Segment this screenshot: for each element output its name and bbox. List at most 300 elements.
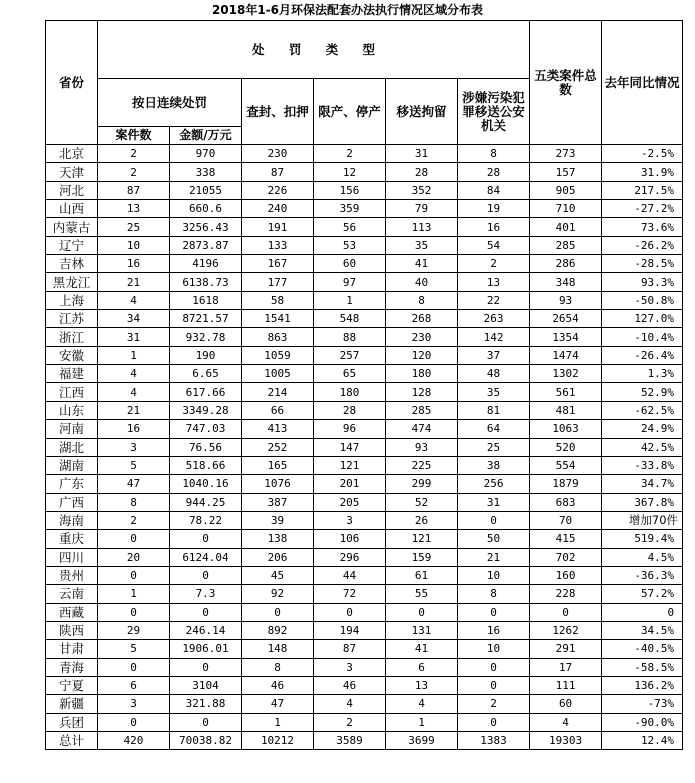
table-row [46,346,683,364]
cell-criminal-transfer: 0 [458,603,530,621]
header-case-count: 案件数 [98,127,170,145]
cell-criminal-transfer: 0 [458,658,530,676]
table-row [46,640,683,658]
cell-province: 云南 [46,585,98,603]
cell-province: 江西 [46,383,98,401]
cell-criminal-transfer: 28 [458,163,530,181]
table-row [46,218,683,236]
cell-total: 291 [530,640,602,658]
header-daily-penalty: 按日连续处罚 [98,79,242,127]
cell-yoy: 4.5% [602,548,683,566]
cell-criminal-transfer: 84 [458,181,530,199]
cell-detention: 159 [386,548,458,566]
cell-total: 228 [530,585,602,603]
table-row [46,438,683,456]
cell-seize: 1076 [242,475,314,493]
cell-detention: 35 [386,236,458,254]
cell-case-count: 16 [98,255,170,273]
table-row [46,493,683,511]
cell-amount: 8721.57 [170,310,242,328]
header-penalty-type: 处 罚 类 型 [98,21,530,79]
cell-total: 286 [530,255,602,273]
cell-total: 683 [530,493,602,511]
cell-seize: 863 [242,328,314,346]
cell-limit-stop: 156 [314,181,386,199]
cell-criminal-transfer: 16 [458,621,530,639]
cell-criminal-transfer: 16 [458,218,530,236]
cell-amount: 4196 [170,255,242,273]
cell-seize: 413 [242,420,314,438]
cell-amount: 6138.73 [170,273,242,291]
cell-case-count: 8 [98,493,170,511]
cell-province: 四川 [46,548,98,566]
cell-detention: 474 [386,420,458,438]
cell-detention: 131 [386,621,458,639]
cell-criminal-transfer: 263 [458,310,530,328]
cell-amount: 932.78 [170,328,242,346]
cell-detention: 299 [386,475,458,493]
cell-amount: 0 [170,658,242,676]
cell-total: 401 [530,218,602,236]
cell-seize: 252 [242,438,314,456]
cell-seize: 87 [242,163,314,181]
cell-yoy: -27.2% [602,200,683,218]
cell-limit-stop: 194 [314,621,386,639]
cell-criminal-transfer: 50 [458,530,530,548]
header-criminal-transfer: 涉嫌污染犯罪移送公安机关 [458,79,530,145]
table-row [46,328,683,346]
cell-yoy: -90.0% [602,713,683,731]
cell-total: 70 [530,511,602,529]
table-row [46,145,683,163]
cell-case-count: 0 [98,530,170,548]
cell-limit-stop: 205 [314,493,386,511]
cell-limit-stop: 201 [314,475,386,493]
cell-case-count: 6 [98,676,170,694]
cell-limit-stop: 2 [314,145,386,163]
cell-detention: 128 [386,383,458,401]
cell-detention: 79 [386,200,458,218]
cell-province: 湖南 [46,456,98,474]
cell-detention: 121 [386,530,458,548]
cell-yoy: 93.3% [602,273,683,291]
table-row [46,475,683,493]
cell-seize: 165 [242,456,314,474]
cell-limit-stop: 106 [314,530,386,548]
cell-total: 273 [530,145,602,163]
cell-province: 河北 [46,181,98,199]
cell-seize: 230 [242,145,314,163]
table-row [46,695,683,713]
cell-seize: 138 [242,530,314,548]
cell-seize: 1541 [242,310,314,328]
cell-criminal-transfer: 13 [458,273,530,291]
cell-limit-stop: 3589 [314,732,386,750]
cell-province: 广东 [46,475,98,493]
cell-amount: 0 [170,603,242,621]
cell-yoy: 73.6% [602,218,683,236]
cell-province: 贵州 [46,566,98,584]
cell-province: 山西 [46,200,98,218]
cell-total: 157 [530,163,602,181]
cell-criminal-transfer: 8 [458,585,530,603]
cell-limit-stop: 3 [314,511,386,529]
table-row [46,401,683,419]
cell-total: 1063 [530,420,602,438]
cell-limit-stop: 28 [314,401,386,419]
cell-detention: 225 [386,456,458,474]
cell-province: 西藏 [46,603,98,621]
cell-amount: 1618 [170,291,242,309]
header-limit-stop: 限产、停产 [314,79,386,145]
cell-amount: 3256.43 [170,218,242,236]
cell-yoy: 1.3% [602,365,683,383]
table-row [46,566,683,584]
cell-criminal-transfer: 21 [458,548,530,566]
cell-amount: 6.65 [170,365,242,383]
cell-total: 93 [530,291,602,309]
cell-total: 520 [530,438,602,456]
cell-amount: 7.3 [170,585,242,603]
cell-yoy: 增加70件 [602,511,683,529]
cell-seize: 58 [242,291,314,309]
table-row [46,511,683,529]
cell-limit-stop: 359 [314,200,386,218]
cell-yoy: 34.5% [602,621,683,639]
cell-seize: 191 [242,218,314,236]
cell-case-count: 4 [98,383,170,401]
cell-criminal-transfer: 0 [458,713,530,731]
cell-total: 19303 [530,732,602,750]
table-row [46,255,683,273]
cell-detention: 1 [386,713,458,731]
cell-detention: 26 [386,511,458,529]
cell-detention: 8 [386,291,458,309]
cell-detention: 6 [386,658,458,676]
cell-province: 江苏 [46,310,98,328]
cell-yoy: -50.8% [602,291,683,309]
cell-amount: 78.22 [170,511,242,529]
cell-yoy: 24.9% [602,420,683,438]
cell-case-count: 20 [98,548,170,566]
header-total: 五类案件总数 [530,21,602,145]
cell-province: 山东 [46,401,98,419]
cell-yoy: -36.3% [602,566,683,584]
cell-detention: 120 [386,346,458,364]
cell-yoy: -62.5% [602,401,683,419]
cell-province: 广西 [46,493,98,511]
cell-limit-stop: 87 [314,640,386,658]
cell-limit-stop: 12 [314,163,386,181]
cell-seize: 66 [242,401,314,419]
table-row [46,732,683,750]
cell-yoy: 57.2% [602,585,683,603]
cell-limit-stop: 2 [314,713,386,731]
cell-criminal-transfer: 142 [458,328,530,346]
cell-detention: 268 [386,310,458,328]
table-row [46,200,683,218]
table-row [46,310,683,328]
cell-limit-stop: 72 [314,585,386,603]
cell-total: 1302 [530,365,602,383]
cell-yoy: 519.4% [602,530,683,548]
cell-total: 285 [530,236,602,254]
cell-total: 561 [530,383,602,401]
header-detention: 移送拘留 [386,79,458,145]
cell-detention: 13 [386,676,458,694]
cell-case-count: 3 [98,438,170,456]
region-distribution-table [45,20,683,750]
cell-total: 160 [530,566,602,584]
cell-yoy: 12.4% [602,732,683,750]
cell-amount: 970 [170,145,242,163]
cell-case-count: 21 [98,401,170,419]
cell-criminal-transfer: 64 [458,420,530,438]
cell-province: 陕西 [46,621,98,639]
cell-limit-stop: 180 [314,383,386,401]
cell-seize: 214 [242,383,314,401]
cell-province: 上海 [46,291,98,309]
table-row [46,181,683,199]
cell-limit-stop: 548 [314,310,386,328]
table-row [46,273,683,291]
cell-case-count: 4 [98,365,170,383]
cell-seize: 1059 [242,346,314,364]
cell-amount: 321.88 [170,695,242,713]
cell-yoy: 127.0% [602,310,683,328]
cell-total: 4 [530,713,602,731]
table-row [46,530,683,548]
cell-case-count: 4 [98,291,170,309]
cell-amount: 1906.01 [170,640,242,658]
cell-total: 710 [530,200,602,218]
cell-case-count: 16 [98,420,170,438]
cell-criminal-transfer: 0 [458,676,530,694]
cell-total: 1879 [530,475,602,493]
cell-yoy: -28.5% [602,255,683,273]
cell-criminal-transfer: 8 [458,145,530,163]
cell-limit-stop: 56 [314,218,386,236]
cell-seize: 1005 [242,365,314,383]
cell-province: 新疆 [46,695,98,713]
cell-case-count: 1 [98,585,170,603]
table-row [46,291,683,309]
cell-yoy: 52.9% [602,383,683,401]
table-row [46,163,683,181]
table-row [46,603,683,621]
cell-detention: 61 [386,566,458,584]
cell-total: 905 [530,181,602,199]
cell-province: 海南 [46,511,98,529]
cell-case-count: 21 [98,273,170,291]
table-row [46,236,683,254]
cell-case-count: 2 [98,511,170,529]
cell-total: 554 [530,456,602,474]
table-row [46,365,683,383]
cell-limit-stop: 4 [314,695,386,713]
cell-yoy: 42.5% [602,438,683,456]
table-title: 2018年1-6月环保法配套办法执行情况区域分布表 [211,3,484,17]
cell-seize: 39 [242,511,314,529]
cell-amount: 246.14 [170,621,242,639]
cell-limit-stop: 65 [314,365,386,383]
cell-total: 17 [530,658,602,676]
cell-amount: 3104 [170,676,242,694]
cell-case-count: 31 [98,328,170,346]
cell-criminal-transfer: 22 [458,291,530,309]
cell-case-count: 87 [98,181,170,199]
cell-detention: 93 [386,438,458,456]
cell-seize: 206 [242,548,314,566]
cell-limit-stop: 44 [314,566,386,584]
cell-case-count: 0 [98,658,170,676]
cell-case-count: 2 [98,163,170,181]
cell-limit-stop: 296 [314,548,386,566]
cell-seize: 177 [242,273,314,291]
cell-amount: 747.03 [170,420,242,438]
cell-amount: 3349.28 [170,401,242,419]
cell-amount: 76.56 [170,438,242,456]
cell-criminal-transfer: 48 [458,365,530,383]
cell-detention: 113 [386,218,458,236]
cell-province: 辽宁 [46,236,98,254]
cell-limit-stop: 0 [314,603,386,621]
cell-total: 0 [530,603,602,621]
cell-yoy: -33.8% [602,456,683,474]
cell-province: 北京 [46,145,98,163]
cell-detention: 352 [386,181,458,199]
table-row [46,585,683,603]
cell-amount: 660.6 [170,200,242,218]
cell-criminal-transfer: 31 [458,493,530,511]
cell-seize: 133 [242,236,314,254]
cell-seize: 240 [242,200,314,218]
cell-province: 甘肃 [46,640,98,658]
cell-total: 415 [530,530,602,548]
table-row [46,456,683,474]
cell-total: 481 [530,401,602,419]
cell-amount: 518.66 [170,456,242,474]
cell-detention: 180 [386,365,458,383]
cell-case-count: 5 [98,640,170,658]
cell-total: 60 [530,695,602,713]
table-row [46,676,683,694]
cell-total: 111 [530,676,602,694]
header-seize: 查封、扣押 [242,79,314,145]
cell-seize: 892 [242,621,314,639]
cell-limit-stop: 46 [314,676,386,694]
cell-total: 702 [530,548,602,566]
cell-detention: 230 [386,328,458,346]
cell-detention: 0 [386,603,458,621]
table-row [46,420,683,438]
cell-yoy: 0 [602,603,683,621]
cell-yoy: 136.2% [602,676,683,694]
cell-detention: 4 [386,695,458,713]
cell-criminal-transfer: 81 [458,401,530,419]
cell-yoy: 367.8% [602,493,683,511]
table-row [46,621,683,639]
cell-detention: 285 [386,401,458,419]
cell-case-count: 3 [98,695,170,713]
cell-seize: 8 [242,658,314,676]
cell-criminal-transfer: 54 [458,236,530,254]
cell-case-count: 13 [98,200,170,218]
cell-amount: 2873.87 [170,236,242,254]
table-row [46,658,683,676]
cell-detention: 41 [386,640,458,658]
cell-amount: 70038.82 [170,732,242,750]
cell-yoy: -10.4% [602,328,683,346]
cell-province: 浙江 [46,328,98,346]
cell-criminal-transfer: 37 [458,346,530,364]
cell-criminal-transfer: 0 [458,511,530,529]
cell-province: 黑龙江 [46,273,98,291]
cell-case-count: 29 [98,621,170,639]
table-row [46,548,683,566]
cell-limit-stop: 60 [314,255,386,273]
cell-limit-stop: 147 [314,438,386,456]
cell-case-count: 10 [98,236,170,254]
table-row [46,383,683,401]
cell-yoy: -26.2% [602,236,683,254]
cell-province: 安徽 [46,346,98,364]
cell-yoy: -2.5% [602,145,683,163]
cell-case-count: 0 [98,603,170,621]
cell-seize: 10212 [242,732,314,750]
cell-seize: 167 [242,255,314,273]
cell-criminal-transfer: 38 [458,456,530,474]
cell-limit-stop: 53 [314,236,386,254]
cell-detention: 28 [386,163,458,181]
cell-criminal-transfer: 19 [458,200,530,218]
cell-limit-stop: 257 [314,346,386,364]
cell-detention: 41 [386,255,458,273]
cell-criminal-transfer: 25 [458,438,530,456]
cell-amount: 617.66 [170,383,242,401]
cell-seize: 45 [242,566,314,584]
cell-province: 宁夏 [46,676,98,694]
cell-yoy: 217.5% [602,181,683,199]
cell-seize: 1 [242,713,314,731]
cell-detention: 52 [386,493,458,511]
cell-case-count: 0 [98,566,170,584]
cell-province: 总计 [46,732,98,750]
table-row [46,713,683,731]
cell-detention: 3699 [386,732,458,750]
cell-limit-stop: 3 [314,658,386,676]
cell-total: 1474 [530,346,602,364]
cell-criminal-transfer: 1383 [458,732,530,750]
cell-total: 2654 [530,310,602,328]
cell-case-count: 2 [98,145,170,163]
cell-detention: 40 [386,273,458,291]
cell-criminal-transfer: 256 [458,475,530,493]
cell-amount: 1040.16 [170,475,242,493]
cell-detention: 55 [386,585,458,603]
header-amount: 金额/万元 [170,127,242,145]
cell-seize: 92 [242,585,314,603]
cell-amount: 944.25 [170,493,242,511]
cell-yoy: -58.5% [602,658,683,676]
cell-seize: 387 [242,493,314,511]
cell-amount: 0 [170,713,242,731]
cell-criminal-transfer: 2 [458,695,530,713]
cell-seize: 46 [242,676,314,694]
cell-amount: 0 [170,566,242,584]
cell-case-count: 47 [98,475,170,493]
cell-amount: 338 [170,163,242,181]
